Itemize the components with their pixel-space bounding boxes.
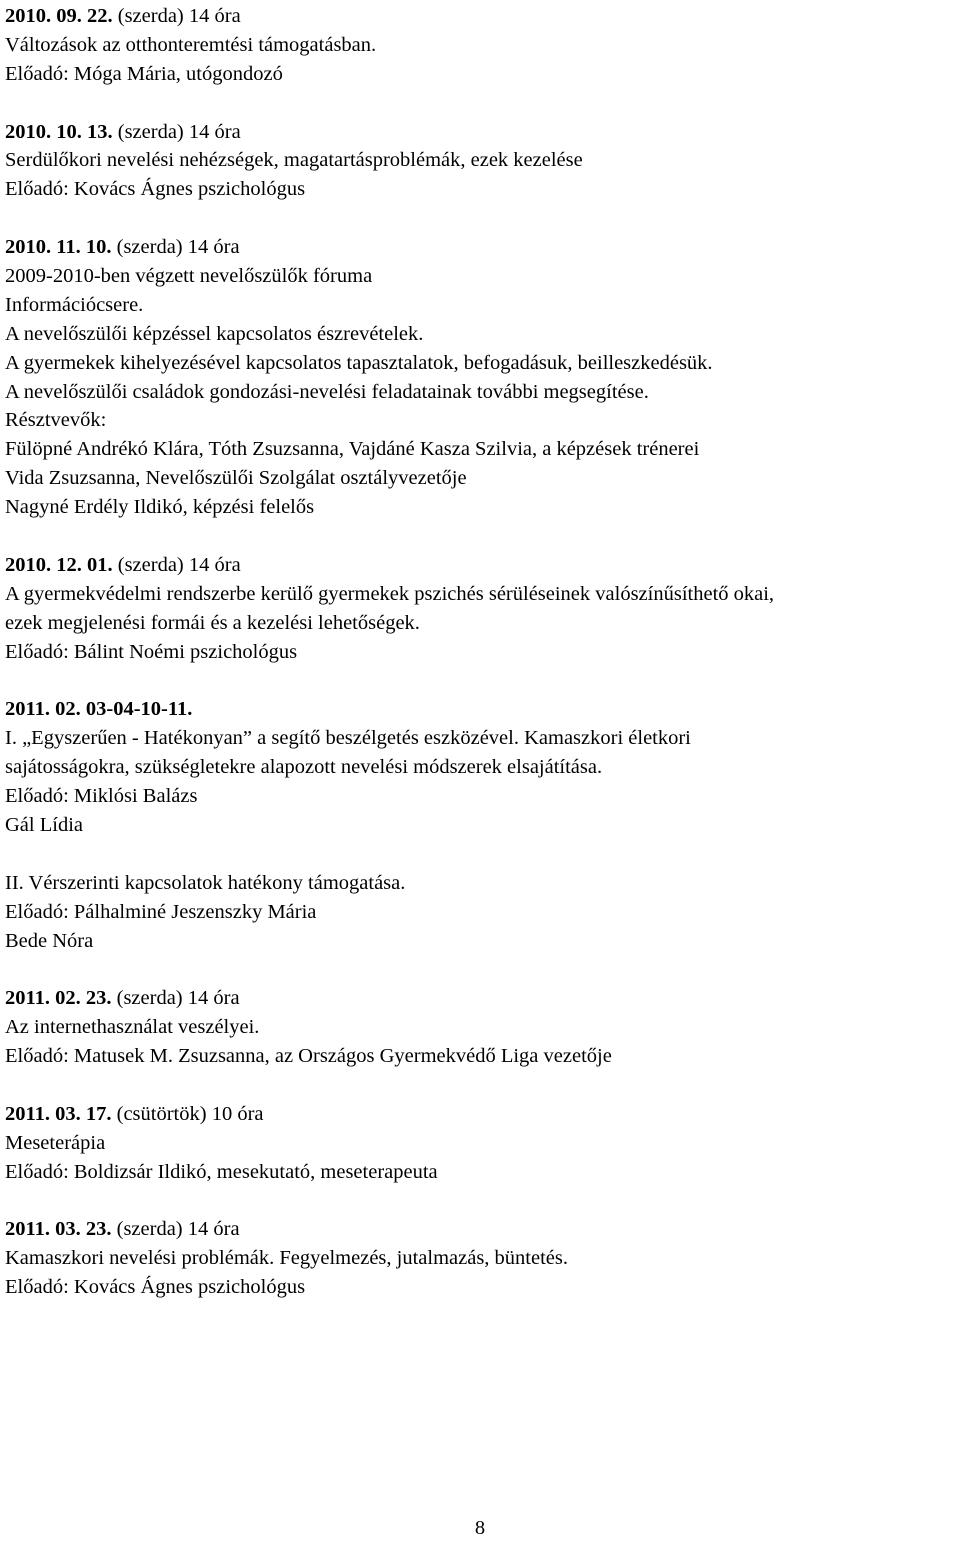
event-date: 2010. 11. 10. [5,236,112,259]
event-heading [5,984,955,1013]
event-topic: Változások az otthonteremtési támogatásban. [5,33,377,56]
event-topic: Meseterápia [5,1131,106,1154]
event-time: (szerda) 14 óra [117,5,241,27]
event-date: 2011. 02. 23. [5,987,112,1010]
event-topic: Serdülőkori nevelési nehézségek, magatartásproblémák, ezek kezelése [5,149,583,172]
participants-label: Résztvevők: [5,409,107,432]
event-date: 2010. 12. 01. [5,553,113,576]
event-topic: Kamaszkori nevelési problémák. Fegyelmezés, jutalmazás, büntetés. [5,1247,568,1270]
spacer [5,1071,955,1100]
event-presenter: Előadó: Kovács Ágnes pszichológus [5,1276,306,1299]
event-presenter: Előadó: Matusek M. Zsuzsanna, az Országos Gyermekvédő Liga vezetője [5,1045,612,1068]
event-heading [5,551,955,580]
event-presenter: Előadó: Kovács Ágnes pszichológus [5,178,306,201]
event-date: 2011. 03. 17. [5,1102,112,1125]
event-time: (szerda) 14 óra [117,120,241,143]
event-date: 2011. 02. 03-04-10-11. [5,698,193,721]
event-time: (szerda) 14 óra [116,1218,240,1241]
page-number: 8 [474,1517,486,1539]
event-presenter: Előadó: Boldizsár Ildikó, mesekutató, meseterapeuta [5,1160,438,1183]
event-heading [5,695,955,724]
event-date: 2011. 03. 23. [5,1218,112,1241]
document-page [5,2,955,1302]
event-time: (szerda) 14 óra [117,553,241,576]
event-presenter: Gál Lídia [5,813,83,836]
spacer [5,1187,955,1216]
event-2010-10-13 [5,118,955,205]
event-date: 2010. 10. 13. [5,120,113,143]
event-2011-02-03 [5,695,955,955]
event-date: 2010. 09. 22. [5,5,113,27]
event-heading [5,1215,955,1244]
event-heading [5,2,955,31]
event-2010-11-10 [5,233,955,522]
event-presenter: Előadó: Móga Mária, utógondozó [5,62,283,85]
event-time: (szerda) 14 óra [116,987,240,1010]
event-presenter: Előadó: Miklósi Balázs [5,785,198,808]
event-topic: ezek megjelenési formái és a kezelési lehetőségek. [5,611,420,634]
event-topic: I. „Egyszerűen - Hatékonyan” a segítő beszélgetés eszközével. Kamaszkori életkori [5,727,691,750]
spacer [5,666,955,695]
event-agenda-item: A nevelőszülői képzéssel kapcsolatos észrevételek. [5,322,424,345]
event-presenter: Előadó: Bálint Noémi pszichológus [5,640,298,663]
event-heading [5,118,955,147]
event-2011-03-23 [5,1215,955,1302]
event-time: (csütörtök) 10 óra [116,1102,264,1125]
event-2010-09-22 [5,2,955,89]
participant: Nagyné Erdély Ildikó, képzési felelős [5,496,315,519]
event-agenda-item: A nevelőszülői családok gondozási-nevelési feladatainak további megsegítése. [5,380,649,403]
event-topic: II. Vérszerinti kapcsolatok hatékony támogatása. [5,871,406,894]
event-topic: 2009-2010-ben végzett nevelőszülők fóruma [5,265,373,288]
spacer [5,840,955,869]
event-agenda-item: A gyermekek kihelyezésével kapcsolatos tapasztalatok, befogadásuk, beilleszkedésük. [5,351,713,374]
spacer [5,204,955,233]
event-heading [5,233,955,262]
spacer [5,89,955,118]
event-topic: Az internethasználat veszélyei. [5,1016,260,1039]
event-topic: A gyermekvédelmi rendszerbe kerülő gyermekek pszichés sérüléseinek valószínűsíthető okai, [5,582,775,605]
event-time: (szerda) 14 óra [116,236,240,259]
event-agenda-item: Információcsere. [5,293,144,316]
participant: Fülöpné Andrékó Klára, Tóth Zsuzsanna, Vajdáné Kasza Szilvia, a képzések trénerei [5,438,700,461]
event-presenter: Előadó: Pálhalminé Jeszenszky Mária [5,900,317,923]
event-topic: sajátosságokra, szükségletekre alapozott nevelési módszerek elsajátítása. [5,756,603,779]
event-2011-02-23 [5,984,955,1071]
event-presenter: Bede Nóra [5,929,94,952]
spacer [5,955,955,984]
event-heading [5,1100,955,1129]
event-2010-12-01 [5,551,955,667]
event-2011-03-17 [5,1100,955,1187]
spacer [5,522,955,551]
participant: Vida Zsuzsanna, Nevelőszülői Szolgálat osztályvezetője [5,467,467,490]
